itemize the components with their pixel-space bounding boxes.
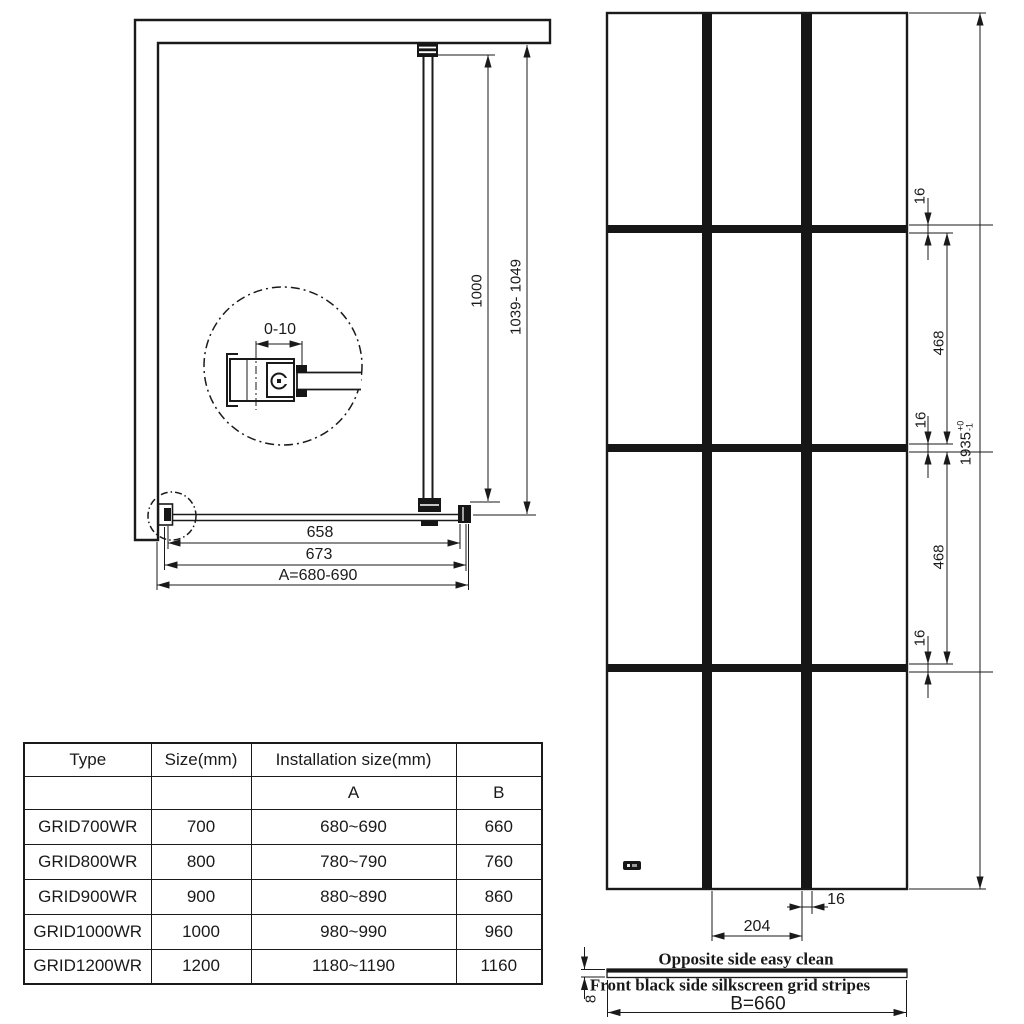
dim-stripe-thickness-top: 16	[911, 187, 929, 205]
dim-stripe-gap: 204	[743, 918, 771, 935]
brand-logo	[623, 861, 641, 870]
wall-bracket	[417, 43, 438, 57]
col-header-blank	[456, 743, 542, 776]
dim-detail-gap: 0-10	[263, 321, 297, 338]
col-header-type: Type	[24, 743, 151, 776]
front-view	[607, 13, 993, 941]
table-row: GRID1000WR 1000 980~990 960	[24, 914, 542, 949]
dim-vstripe-thickness: 16	[827, 891, 845, 908]
dim-stripe-thickness-mid: 16	[912, 411, 930, 429]
dim-panel-width: B=660	[730, 993, 786, 1015]
col-header-installation: Installation size(mm)	[251, 743, 456, 776]
end-cap	[458, 505, 471, 523]
dim-glass-width: 658	[306, 524, 334, 541]
table-header-row	[24, 743, 542, 776]
table-row: GRID700WR 700 680~690 660	[24, 809, 542, 844]
table-row: GRID800WR 800 780~790 760	[24, 844, 542, 879]
dim-profile-to-end: 673	[305, 546, 333, 563]
horizontal-stripe	[608, 664, 906, 672]
dim-stripe-thickness-bot: 16	[911, 629, 929, 647]
table-row: GRID1200WR 1200 1180~1190 1160	[24, 949, 542, 984]
dim-support-bar-length: 1000	[468, 274, 486, 308]
dim-overall-height	[957, 421, 976, 466]
subcol-b: B	[456, 776, 542, 809]
dim-installation-width: A=680-690	[278, 567, 358, 584]
dim-section-height-upper: 468	[930, 330, 948, 356]
col-header-size: Size(mm)	[151, 743, 251, 776]
horizontal-stripe	[608, 225, 906, 233]
table-row: GRID900WR 900 880~890 860	[24, 879, 542, 914]
label-front-side: Front black side silkscreen grid stripes	[589, 975, 871, 995]
plan-view	[135, 20, 550, 590]
dim-wall-to-glass: 1039- 1049	[507, 259, 525, 335]
glass-detail	[297, 373, 361, 390]
horizontal-stripe	[608, 444, 906, 452]
label-opposite-side: Opposite side easy clean	[658, 949, 834, 969]
height-tolerance: +0 -1	[955, 420, 975, 431]
overall-height-value: 1935	[957, 431, 975, 466]
front-dimensions	[712, 13, 993, 941]
table-subheader-row	[24, 776, 542, 809]
black-front-face	[607, 969, 907, 973]
plan-dimensions	[157, 45, 536, 590]
profile-detail	[227, 341, 361, 410]
dim-section-height-lower: 468	[930, 544, 948, 570]
subcol-a: A	[251, 776, 456, 809]
dim-glass-thickness: 8	[582, 994, 600, 1004]
size-table	[23, 742, 543, 985]
